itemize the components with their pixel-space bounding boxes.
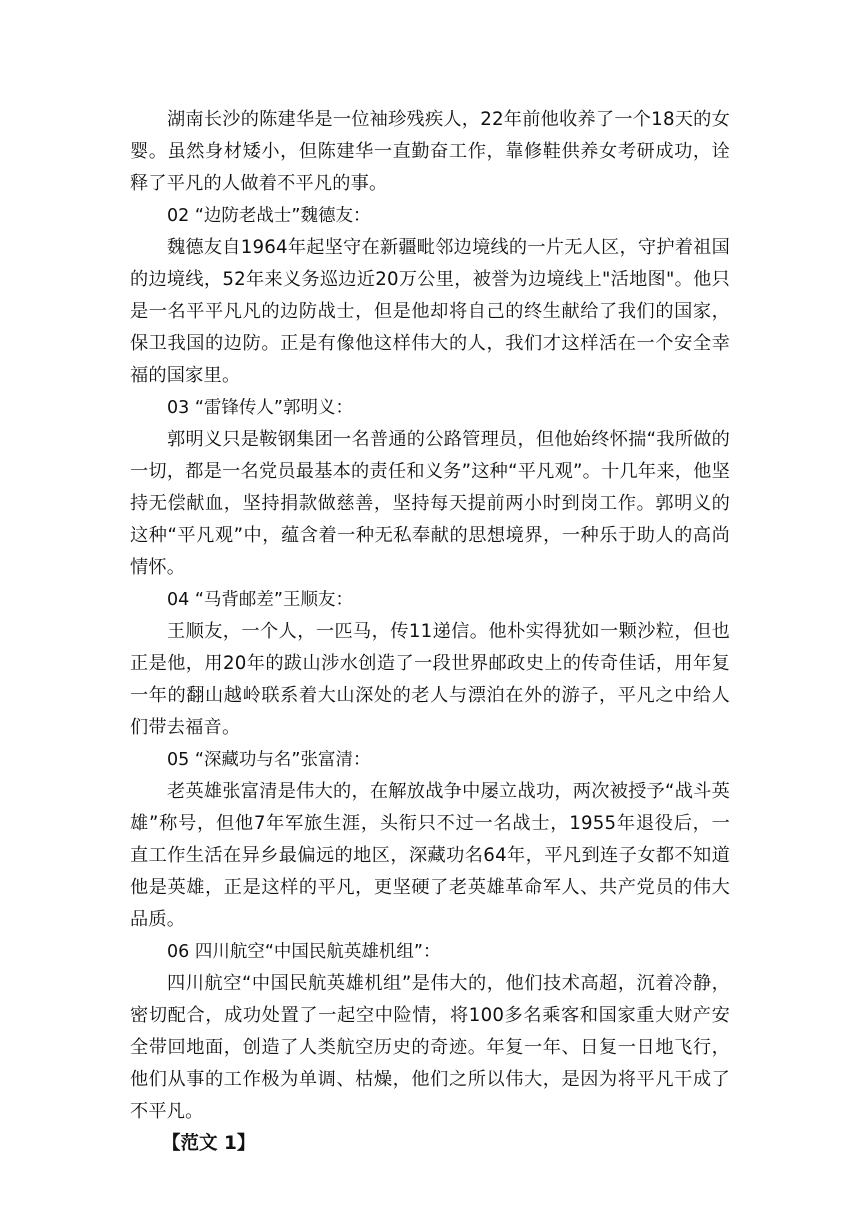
section-heading-04: 04 “马背邮差”王顺友： xyxy=(167,590,353,610)
section-body-06: 四川航空“中国民航英雄机组”是伟大的，他们技术高超，沉着冷静，密切配合，成功处置了一起空中险情，将100多名乘客和国家重大财产安全带回地面，创造了人类航空历史的奇迹。年复一年、日复一日地飞行，他们从事的工作极为单调、枯燥，他们之所以伟大，是因为将平凡干成了不平凡。 xyxy=(130,973,730,1122)
section-body-05: 老英雄张富清是伟大的，在解放战争中屡立战功，两次被授予“战斗英雄”称号，但他7年军旅生涯，头衔只不过一名战士，1955年退役后，一直工作生活在异乡最偏远的地区，深藏功名64年，平凡到连子女都不知道他是英雄，正是这样的平凡，更坚硬了老英雄革命军人、共产党员的伟大品质。 xyxy=(130,781,730,930)
section-body-03: 郭明义只是鞍钢集团一名普通的公路管理员，但他始终怀揣“我所做的一切，都是一名党员最基本的责任和义务”这种“平凡观”。十几年来，他坚持无偿献血，坚持捐款做慈善，坚持每天提前两小时到岗工作。郭明义的这种“平凡观”中，蕴含着一种无私奉献的思想境界，一种乐于助人的高尚情怀。 xyxy=(130,429,730,578)
document-body xyxy=(130,104,730,1160)
section-body-02: 魏德友自1964年起坚守在新疆毗邻边境线的一片无人区，守护着祖国的边境线，52年来义务巡边近20万公里，被誉为边境线上"活地图"。他只是一名平平凡凡的边防战士，但是他却将自己的终生献给了我们的国家，保卫我国的边防。正是有像他这样伟大的人，我们才这样活在一个安全幸福的国家里。 xyxy=(130,237,730,386)
section-heading-06: 06 四川航空“中国民航英雄机组”： xyxy=(167,942,441,962)
section-heading-05: 05 “深藏功与名”张富清： xyxy=(167,750,371,770)
intro-paragraph: 湖南长沙的陈建华是一位袖珍残疾人，22年前他收养了一个18天的女婴。虽然身材矮小，但陈建华一直勤奋工作，靠修鞋供养女考研成功，诠释了平凡的人做着不平凡的事。 xyxy=(130,109,730,194)
section-heading-02: 02 “边防老战士”魏德友： xyxy=(167,206,371,226)
section-heading-03: 03 “雷锋传人”郭明义： xyxy=(167,398,353,418)
closing-section-title: 【范文 1】 xyxy=(162,1133,256,1154)
section-body-04: 王顺友，一个人，一匹马，传11递信。他朴实得犹如一颗沙粒，但也正是他，用20年的跋山涉水创造了一段世界邮政史上的传奇佳话，用年复一年的翻山越岭联系着大山深处的老人与漂泊在外的游子，平凡之中给人们带去福音。 xyxy=(130,621,730,738)
